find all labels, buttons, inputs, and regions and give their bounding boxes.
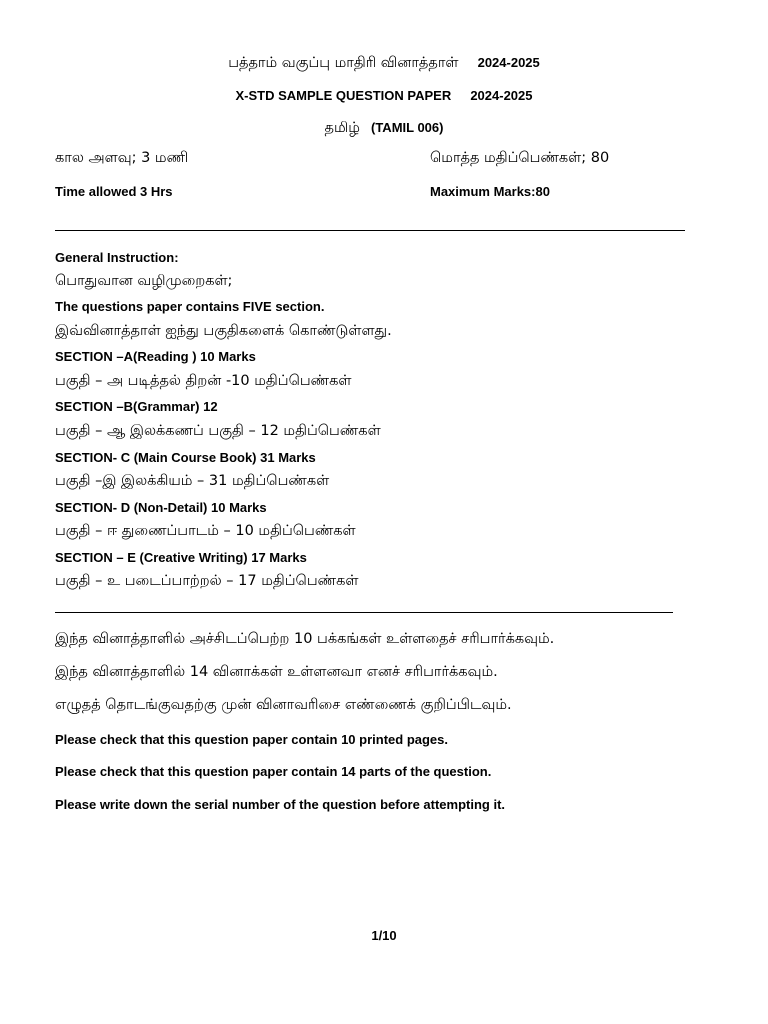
divider-bottom: [55, 612, 673, 613]
tamil-title: பத்தாம் வகுப்பு மாதிரி வினாத்தாள்: [228, 55, 459, 71]
subject-code: (TAMIL 006): [371, 120, 444, 135]
section-c-english: SECTION- C (Main Course Book) 31 Marks: [55, 450, 316, 465]
check-questions-english: Please check that this question paper contain 14 parts of the question.: [55, 764, 492, 779]
section-e-english: SECTION – E (Creative Writing) 17 Marks: [55, 550, 307, 565]
section-d-tamil: பகுதி – ஈ துணைப்பாடம் – 10 மதிப்பெண்கள்: [55, 523, 356, 539]
marks-english: Maximum Marks:80: [430, 184, 550, 199]
marks-tamil: மொத்த மதிப்பெண்கள்; 80: [430, 150, 610, 166]
tamil-title-year: 2024-2025: [477, 55, 540, 70]
check-serial-english: Please write down the serial number of the question before attempting it.: [55, 797, 506, 812]
divider-top: [55, 230, 685, 231]
subject-tamil: தமிழ்: [324, 120, 360, 136]
instruction-heading-english: General Instruction:: [55, 250, 179, 265]
check-questions-tamil: இந்த வினாத்தாளில் 14 வினாக்கள் உள்ளனவா எனச் சரிபார்க்கவும்.: [55, 664, 498, 680]
section-b-tamil: பகுதி – ஆ இலக்கணப் பகுதி – 12 மதிப்பெண்கள்: [55, 423, 381, 439]
page-number: 1/10: [371, 928, 397, 943]
sections-note-tamil: இவ்வினாத்தாள் ஐந்து பகுதிகளைக் கொண்டுள்ளது.: [55, 323, 392, 339]
section-e-tamil: பகுதி – உ படைப்பாற்றல் – 17 மதிப்பெண்கள்: [55, 573, 359, 589]
check-pages-english: Please check that this question paper contain 10 printed pages.: [55, 732, 448, 747]
english-title-year: 2024-2025: [470, 88, 533, 103]
section-b-english: SECTION –B(Grammar) 12: [55, 399, 218, 414]
time-english: Time allowed 3 Hrs: [55, 184, 173, 199]
check-serial-tamil: எழுதத் தொடங்குவதற்கு முன் வினாவரிசை எண்ணைக் குறிப்பிடவும்.: [55, 697, 512, 713]
check-pages-tamil: இந்த வினாத்தாளில் அச்சிடப்பெற்ற 10 பக்கங்கள் உள்ளதைச் சரிபார்க்கவும்.: [55, 631, 555, 647]
instruction-heading-tamil: பொதுவான வழிமுறைகள்;: [55, 273, 233, 289]
english-title-line: [0, 87, 768, 103]
subject-line: [0, 119, 768, 136]
section-d-english: SECTION- D (Non-Detail) 10 Marks: [55, 500, 267, 515]
section-a-tamil: பகுதி – அ படித்தல் திறன் -10 மதிப்பெண்கள்: [55, 373, 352, 389]
sections-note-english: The questions paper contains FIVE section.: [55, 299, 325, 314]
english-title: X-STD SAMPLE QUESTION PAPER: [235, 88, 452, 103]
section-a-english: SECTION –A(Reading ) 10 Marks: [55, 349, 256, 364]
tamil-title-line: [0, 54, 768, 71]
section-c-tamil: பகுதி –இ இலக்கியம் – 31 மதிப்பெண்கள்: [55, 473, 330, 489]
time-tamil: கால அளவு; 3 மணி: [55, 150, 189, 166]
